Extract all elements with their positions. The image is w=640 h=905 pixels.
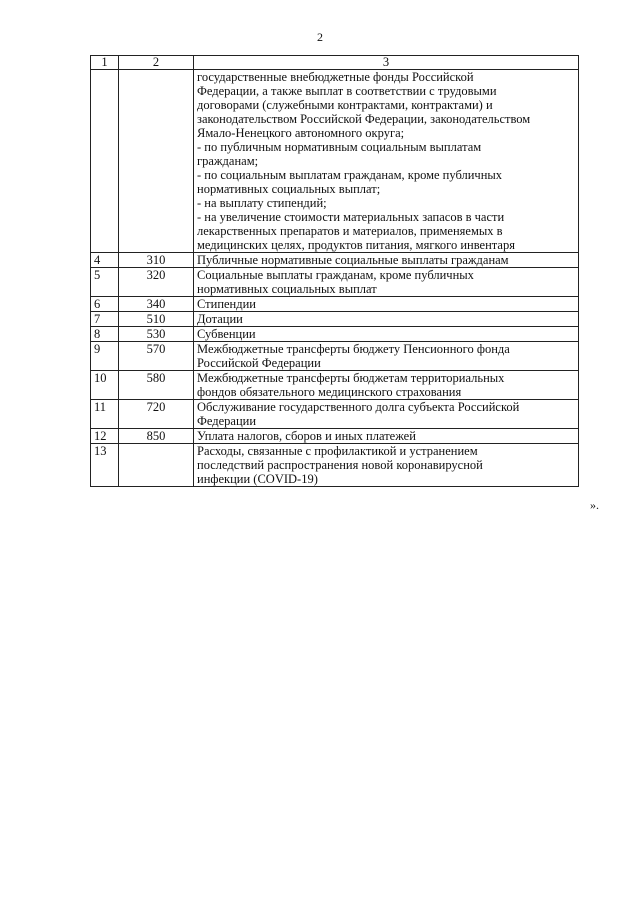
row-number-cell: 10: [91, 371, 119, 400]
expense-codes-table: [90, 55, 579, 487]
row-number-cell: 7: [91, 312, 119, 327]
text-line: нормативных социальных выплат;: [197, 182, 381, 196]
table-row: [91, 342, 579, 371]
text-line: лекарственных препаратов и материалов, применяемых в: [197, 224, 503, 238]
row-number-cell: 4: [91, 253, 119, 268]
row-number-cell: [91, 70, 119, 253]
text-line: - по публичным нормативным социальным выплатам: [197, 140, 482, 154]
text-line: - на выплату стипендий;: [197, 196, 327, 210]
continuation-row: [91, 70, 579, 253]
table-row: [91, 327, 579, 342]
text-line: Дотации: [197, 312, 243, 326]
description-cell: [194, 268, 579, 297]
table-row: [91, 297, 579, 312]
code-cell: 850: [119, 429, 194, 444]
text-line: Субвенции: [197, 327, 256, 341]
closing-quote-mark: ».: [590, 498, 599, 512]
code-cell: 510: [119, 312, 194, 327]
table-row: [91, 444, 579, 487]
code-cell: [119, 444, 194, 487]
description-cell: [194, 327, 579, 342]
text-line: договорами (служебными контрактами, контрактами) и: [197, 98, 493, 112]
table-row: [91, 312, 579, 327]
text-line: нормативных социальных выплат: [197, 282, 377, 296]
code-cell: 580: [119, 371, 194, 400]
text-line: - на увеличение стоимости материальных запасов в части: [197, 210, 505, 224]
text-line: Федерации: [197, 414, 257, 428]
text-line: Социальные выплаты гражданам, кроме публичных: [197, 268, 474, 282]
description-cell: [194, 297, 579, 312]
text-line: Обслуживание государственного долга субъекта Российской: [197, 400, 520, 414]
text-line: Расходы, связанные с профилактикой и устранением: [197, 444, 478, 458]
text-line: государственные внебюджетные фонды Российской: [197, 70, 474, 84]
description-cell: [194, 253, 579, 268]
text-line: фондов обязательного медицинского страхования: [197, 385, 462, 399]
text-line: Российской Федерации: [197, 356, 321, 370]
code-cell: 530: [119, 327, 194, 342]
text-line: Федерации, а также выплат в соответствии с трудовыми: [197, 84, 497, 98]
code-cell: 320: [119, 268, 194, 297]
row-number-cell: 13: [91, 444, 119, 487]
row-number-cell: 12: [91, 429, 119, 444]
page-number: 2: [317, 30, 323, 44]
code-cell: 720: [119, 400, 194, 429]
text-line: Межбюджетные трансферты бюджетам территориальных: [197, 371, 505, 385]
text-line: гражданам;: [197, 154, 259, 168]
code-cell: 310: [119, 253, 194, 268]
description-cell: [194, 400, 579, 429]
row-number-cell: 11: [91, 400, 119, 429]
text-line: - по социальным выплатам гражданам, кроме публичных: [197, 168, 503, 182]
text-line: последствий распространения новой коронавирусной: [197, 458, 483, 472]
column-header: 1: [91, 56, 119, 70]
description-cell: [194, 444, 579, 487]
text-line: Стипендии: [197, 297, 256, 311]
text-line: медицинских целях, продуктов питания, мягкого инвентаря: [197, 238, 515, 252]
row-number-cell: 8: [91, 327, 119, 342]
row-number-cell: 9: [91, 342, 119, 371]
text-line: инфекции (COVID-19): [197, 472, 318, 486]
table-row: [91, 268, 579, 297]
text-line: Межбюджетные трансферты бюджету Пенсионного фонда: [197, 342, 510, 356]
table-row: [91, 400, 579, 429]
description-cell: [194, 312, 579, 327]
column-header: 3: [194, 56, 579, 70]
code-cell: [119, 70, 194, 253]
text-line: Публичные нормативные социальные выплаты гражданам: [197, 253, 509, 267]
row-number-cell: 5: [91, 268, 119, 297]
text-line: законодательством Российской Федерации, законодательством: [197, 112, 531, 126]
description-cell: [194, 342, 579, 371]
description-cell: [194, 70, 579, 253]
row-number-cell: 6: [91, 297, 119, 312]
text-line: Ямало-Ненецкого автономного округа;: [197, 126, 405, 140]
description-cell: [194, 371, 579, 400]
table-row: [91, 253, 579, 268]
table-header-row: [91, 56, 579, 70]
description-cell: [194, 429, 579, 444]
column-header: 2: [119, 56, 194, 70]
table-row: [91, 371, 579, 400]
table-row: [91, 429, 579, 444]
text-line: Уплата налогов, сборов и иных платежей: [197, 429, 416, 443]
code-cell: 340: [119, 297, 194, 312]
code-cell: 570: [119, 342, 194, 371]
